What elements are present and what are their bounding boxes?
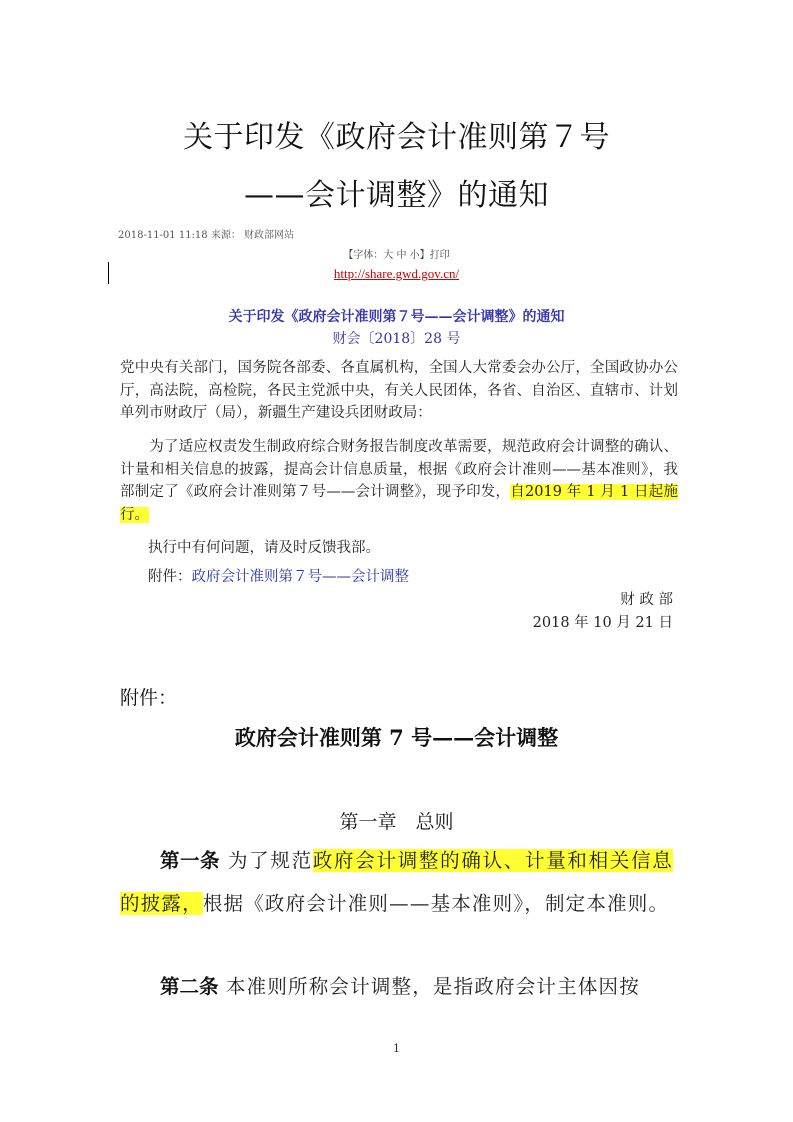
signer: 财 政 部 xyxy=(620,592,673,608)
article-1 xyxy=(120,839,673,925)
chapter-heading: 第一章 总则 xyxy=(339,811,454,833)
font-size-bar[interactable]: 【字体：大 中 小】打印 xyxy=(343,250,450,261)
signature-block xyxy=(533,589,673,634)
attachment-link[interactable]: 政府会计准则第７号——会计调整 xyxy=(191,569,409,585)
notice-title: 关于印发《政府会计准则第７号——会计调整》的通知 xyxy=(228,309,565,325)
article-2 xyxy=(120,965,673,1008)
article-2-text: 本准则所称会计调整，是指政府会计主体因按 xyxy=(225,975,640,998)
page-number: 1 xyxy=(393,1042,400,1055)
page-title-line1: 关于印发《政府会计准则第７号 xyxy=(183,120,610,155)
feedback-paragraph: 执行中有何问题，请及时反馈我部。 xyxy=(148,540,380,556)
publish-meta: 2018-11-01 11:18 来源： 财政部网站 xyxy=(118,230,295,241)
article-2-label: 第二条 xyxy=(160,975,219,998)
document-number: 财会〔2018〕28 号 xyxy=(332,331,461,347)
attachment-label: 附件： xyxy=(148,569,192,585)
article-1-highlight: 政府会计调整的确认、计量和相关信息的披露， xyxy=(120,849,673,915)
source-url-link[interactable]: http://share.gwd.gov.cn/ xyxy=(333,266,460,281)
article-1-label: 第一条 xyxy=(160,849,221,872)
attachment-line xyxy=(148,566,409,589)
main-paragraph xyxy=(120,436,678,526)
article-1-pre: 为了规范 xyxy=(227,849,313,872)
article-1-post: 根据《政府会计准则——基本准则》，制定本准则。 xyxy=(202,892,670,915)
recipients-paragraph: 党中央有关部门，国务院各部委、各直属机构，全国人大常委会办公厅，全国政协办公厅，高法院，高检院，各民主党派中央，有关人民团体，各省、自治区、直辖市、计划单列市财政厅（局），新疆生产建设兵团财政局： xyxy=(120,360,678,421)
standard-title: 政府会计准则第 7 号——会计调整 xyxy=(234,725,559,750)
sign-date: 2018 年 10 月 21 日 xyxy=(532,614,673,631)
main-paragraph-text: 为了适应权责发生制政府综合财务报告制度改革需要，规范政府会计调整的确认、计量和相关信息的披露，提高会计信息质量，根据《政府会计准则——基本准则》，我部制定了《政府会计准则第７号——会计调整》，现予印发， xyxy=(120,439,678,500)
attachment-heading: 附件： xyxy=(120,687,178,709)
page-title-line2: ——会计调整》的通知 xyxy=(244,178,549,213)
effective-date-highlight: 自2019 年 1 月 1 日起施行。 xyxy=(120,484,678,523)
